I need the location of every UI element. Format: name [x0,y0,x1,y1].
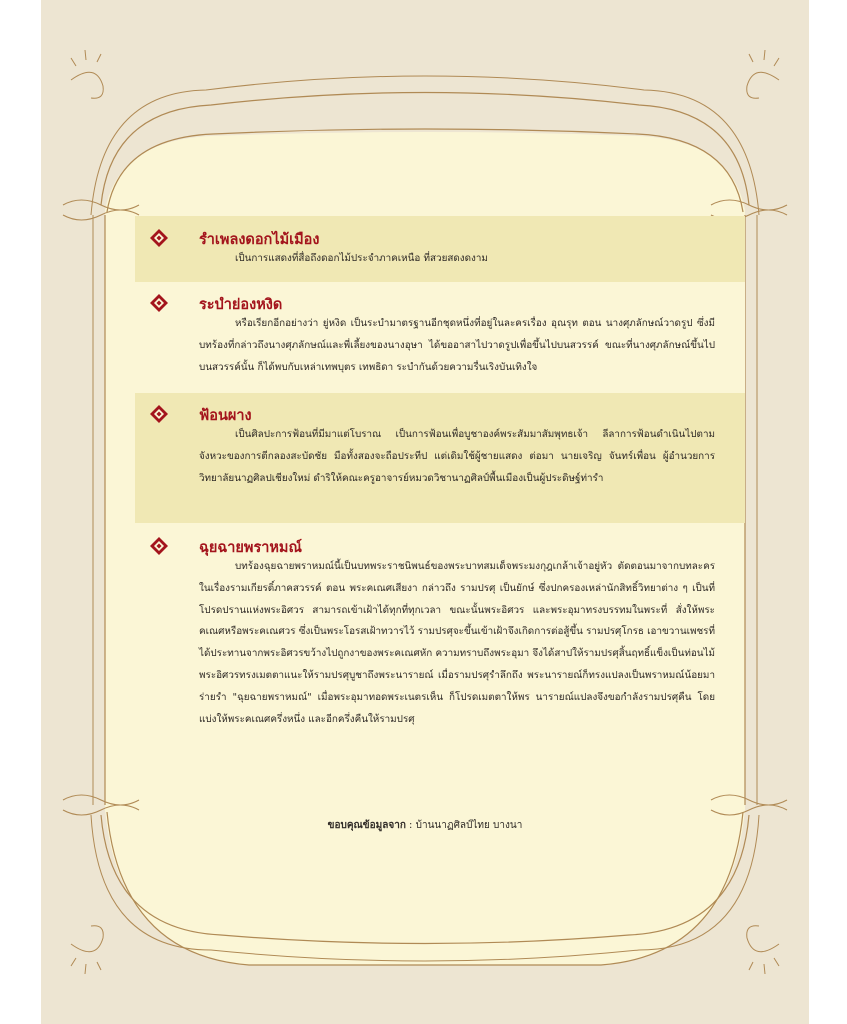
section-body [199,248,715,270]
section-text: บทร้องฉุยฉายพราหมณ์นี้เป็นบทพระราชนิพนธ์ของพระบาทสมเด็จพระมงกุฎเกล้าเจ้าอยู่หัว ตัดตอนมาจากบทละครในเรื่องรามเกียรติ์ภาคสวรรค์ ตอน พระคเณศเสียงา กล่าวถึง รามปรศุ เป็นยักษ์ ซึ่งปกครองเหล่านักสิทธิ์วิทยาต่าง ๆ เป็นที่โปรดปรานแห่งพระอิศวร สามารถเข้าเฝ้าได้ทุกที่ทุกเวลา ขณะนั้นพระอิศวร และพระอุมาทรงบรรทมในพระที่ สั่งให้พระคเณศหรือพระคเณศวร ซึ่งเป็นพระโอรสเฝ้าทวารไว้ รามปรศุจะขึ้นเข้าเฝ้าจึงเกิดการต่อสู้ขึ้น รามปรศุโกรธ เอาขวานเพชรที่ได้ประทานจากพระอิศวรขว้างไปถูกงาของพระคเณศหัก ความทราบถึงพระอุมา จึงได้สาปให้รามปรศุสิ้นฤทธิ์แข็งเป็นท่อนไม้ พระอิศวรทรงเมตตาแนะให้รามปรศุบูชาถึงพระนารายณ์ เมื่อรามปรศุรำลึกถึง พระนารายณ์ก็ทรงแปลงเป็นพราหมณ์น้อยมาร่ายรำ "ฉุยฉายพราหมณ์" เมื่อพระอุมาทอดพระเนตรเห็น ก็โปรดเมตตาให้พร นารายณ์แปลงจึงขอกำลังรามปรศุคืน โดยแบ่งให้พระคเณศครึ่งหนึ่ง และอีกครึ่งคืนให้รามปรศุ [199,561,715,725]
section-text: เป็นการแสดงที่สื่อถึงดอกไม้ประจำภาคเหนือ ที่สวยสดงดงาม [235,253,488,264]
section-heading: รำเพลงดอกไม้เมือง [199,232,320,248]
section-body [199,424,715,489]
diamond-ornament-icon [149,404,169,424]
section-text: หรือเรียกอีกอย่างว่า ยู่หงิด เป็นระบำมาตรฐานอีกชุดหนึ่งที่อยู่ในละครเรื่อง อุณรุท ตอน นางศุภลักษณ์วาดรูป ซึ่งมีบทร้องที่กล่าวถึงนางศุภลักษณ์และพี่เลี้ยงของนางอุษา ได้ขออาสาไปวาดรูปเพื่อขึ้นไปบนสวรรค์ ขณะที่นางศุภลักษณ์ขึ้นไปบนสวรรค์นั้น ก็ได้พบกับเหล่าเทพบุตร เทพธิดา ระบำกันด้วยความรื่นเริงบันเทิงใจ [199,318,715,373]
section-heading: ฉุยฉายพราหมณ์ [199,540,302,556]
diamond-ornament-icon [149,228,169,248]
credit-label: ขอบคุณข้อมูลจาก [327,820,406,831]
diamond-ornament-icon [149,536,169,556]
section-text: เป็นศิลปะการฟ้อนที่มีมาแต่โบราณ เป็นการฟ้อนเพื่อบูชาองค์พระสัมมาสัมพุทธเจ้า ลีลาการฟ้อนดำเนินไปตามจังหวะของการตีกลองสะบัดชัย มือทั้งสองจะถือประทีป แต่เดิมใช้ผู้ชายแสดง ต่อมา นายเจริญ จันทร์เพื่อน ผู้อำนวยการวิทยาลัยนาฏศิลปเชียงใหม่ ดำริให้คณะครูอาจารย์หมวดวิชานาฏศิลป์พื้นเมืองเป็นผู้ประดิษฐ์ท่ารำ [199,429,715,484]
section-heading: ระบำย่องหงิด [199,297,283,313]
page [41,0,809,1024]
section-heading: ฟ้อนผาง [199,408,252,424]
diamond-ornament-icon [149,293,169,313]
credit-source: : บ้านนาฏศิลป์ไทย บางนา [405,820,523,831]
section-body [199,556,715,730]
credit-line [41,818,809,833]
section-body [199,313,715,378]
